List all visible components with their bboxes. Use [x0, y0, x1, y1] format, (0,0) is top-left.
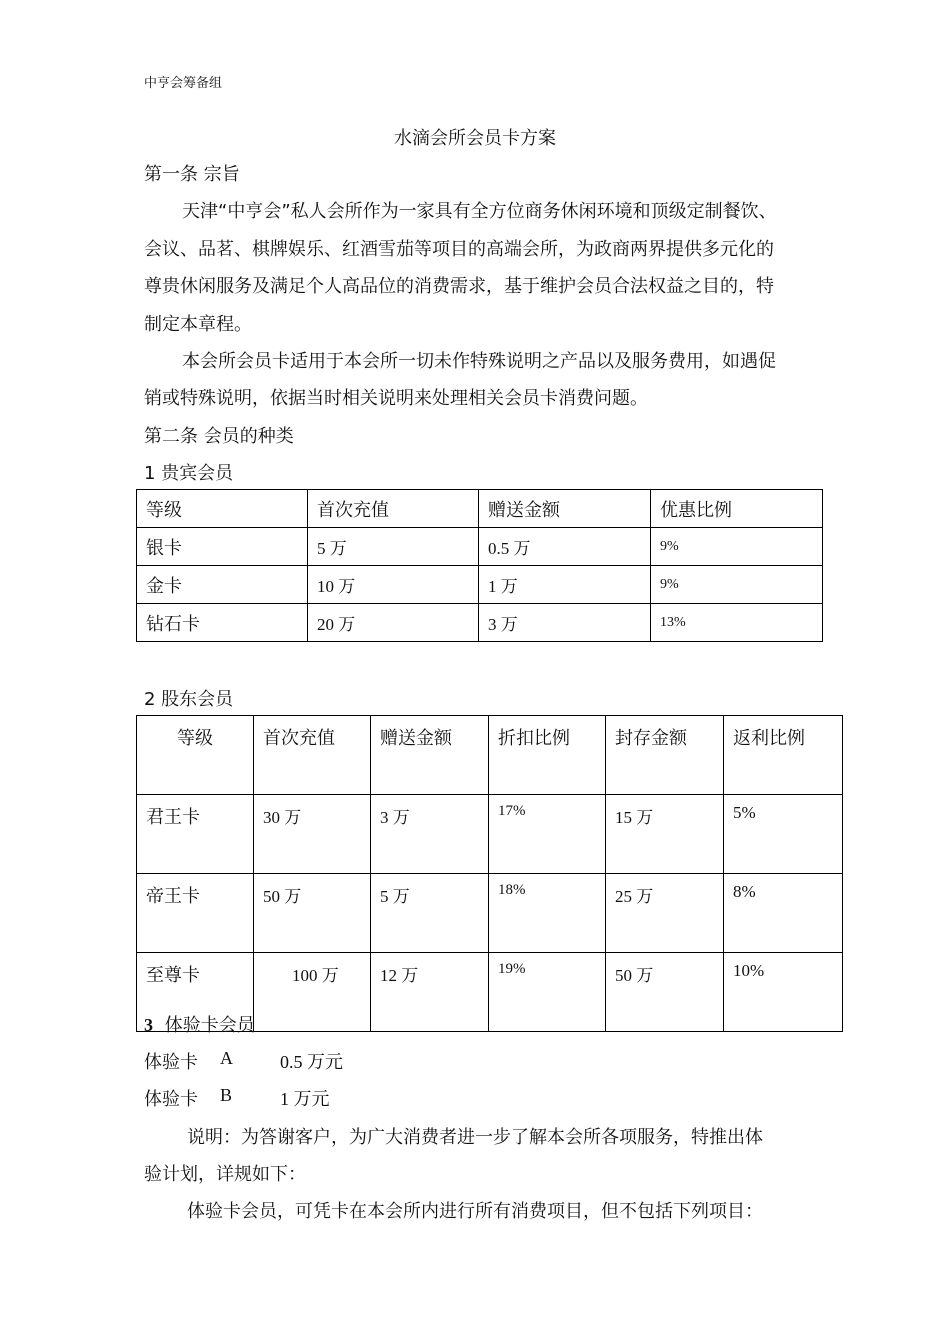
table-header-cell: 折扣比例: [489, 716, 606, 795]
table-cell: 30 万: [254, 795, 371, 874]
table-header-row: [137, 716, 843, 795]
para1-line: 制定本章程。: [144, 314, 252, 335]
trial-note-line: 说明：为答谢客户，为广大消费者进一步了解本会所各项服务，特推出体: [187, 1127, 763, 1147]
table-cell: 帝王卡: [137, 874, 254, 953]
trial-item-name: 体验卡: [144, 1089, 198, 1110]
table-header-cell: 等级: [137, 490, 308, 528]
table-row: [137, 528, 823, 566]
table-row: [137, 795, 843, 874]
para2-line: 本会所会员卡适用于本会所一切未作特殊说明之产品以及服务费用，如遇促: [182, 351, 776, 372]
table-cell: 17%: [489, 795, 606, 874]
table-header-cell: 首次充值: [254, 716, 371, 795]
table-cell: 50 万: [606, 953, 724, 1032]
table-cell: 10 万: [308, 566, 479, 604]
trial-heading: [144, 1011, 255, 1037]
table-header-row: [137, 490, 823, 528]
table-cell: 15 万: [606, 795, 724, 874]
table-cell: 100 万: [254, 953, 371, 1032]
table-row: [137, 874, 843, 953]
table-cell: 12 万: [371, 953, 489, 1032]
table-cell: 3 万: [479, 604, 651, 642]
table-cell: 金卡: [137, 566, 308, 604]
shareholder-member-table: [136, 715, 843, 1032]
table-cell: 银卡: [137, 528, 308, 566]
table-header-cell: 返利比例: [724, 716, 843, 795]
table-cell: 0.5 万: [479, 528, 651, 566]
table-header-cell: 优惠比例: [651, 490, 823, 528]
para1-line: 天津“中亨会”私人会所作为一家具有全方位商务休闲环境和顶级定制餐饮、: [182, 201, 777, 222]
table-cell: 18%: [489, 874, 606, 953]
table-cell: 5 万: [308, 528, 479, 566]
table-cell: 9%: [651, 566, 823, 604]
table-cell: 25 万: [606, 874, 724, 953]
table-header-cell: 赠送金额: [371, 716, 489, 795]
trial-heading-text: 体验卡会员: [164, 1015, 255, 1036]
table-cell: 3 万: [371, 795, 489, 874]
table-cell: 8%: [724, 874, 843, 953]
trial-heading-number: 3: [144, 1015, 153, 1035]
trial-item-amount: 0.5 万元: [280, 1052, 343, 1072]
document-title: 水滴会所会员卡方案: [394, 128, 556, 149]
table-cell: 至尊卡: [137, 953, 254, 1032]
table-row: [137, 566, 823, 604]
section1-heading: 第一条 宗旨: [144, 164, 240, 185]
para2-line: 销或特殊说明，依据当时相关说明来处理相关会员卡消费问题。: [144, 388, 648, 409]
table-header-cell: 首次充值: [308, 490, 479, 528]
trial-note-line: 验计划，详规如下：: [144, 1164, 306, 1184]
table-row: [137, 604, 823, 642]
trial-item-amount: 1 万元: [280, 1089, 330, 1109]
table-cell: 20 万: [308, 604, 479, 642]
table-cell: 10%: [724, 953, 843, 1032]
trial-item: [144, 1085, 330, 1111]
para1-line: 尊贵休闲服务及满足个人高品位的消费需求，基于维护会员合法权益之目的，特: [144, 276, 774, 297]
trial-item-name: 体验卡: [144, 1052, 198, 1073]
vip-heading: 1 贵宾会员: [144, 463, 234, 484]
table-cell: 5 万: [371, 874, 489, 953]
table-cell: 1 万: [479, 566, 651, 604]
table-header-cell: 封存金额: [606, 716, 724, 795]
shareholder-heading: 2 股东会员: [144, 689, 234, 710]
table-cell: 9%: [651, 528, 823, 566]
table-cell: 19%: [489, 953, 606, 1032]
trial-item-grade: B: [220, 1085, 233, 1105]
table-header-cell: 赠送金额: [479, 490, 651, 528]
table-header-cell: 等级: [137, 716, 254, 795]
table-cell: 君王卡: [137, 795, 254, 874]
trial-item: [144, 1048, 343, 1074]
header-org: 中亨会筹备组: [144, 76, 223, 91]
table-cell: 钻石卡: [137, 604, 308, 642]
vip-member-table: [136, 489, 823, 642]
section2-heading: 第二条 会员的种类: [144, 426, 294, 447]
table-cell: 50 万: [254, 874, 371, 953]
table-cell: 13%: [651, 604, 823, 642]
para1-line: 会议、品茗、棋牌娱乐、红酒雪茄等项目的高端会所，为政商两界提供多元化的: [144, 239, 774, 260]
trial-last-line: 体验卡会员，可凭卡在本会所内进行所有消费项目，但不包括下列项目：: [187, 1201, 763, 1221]
trial-item-grade: A: [220, 1048, 233, 1068]
table-cell: 5%: [724, 795, 843, 874]
